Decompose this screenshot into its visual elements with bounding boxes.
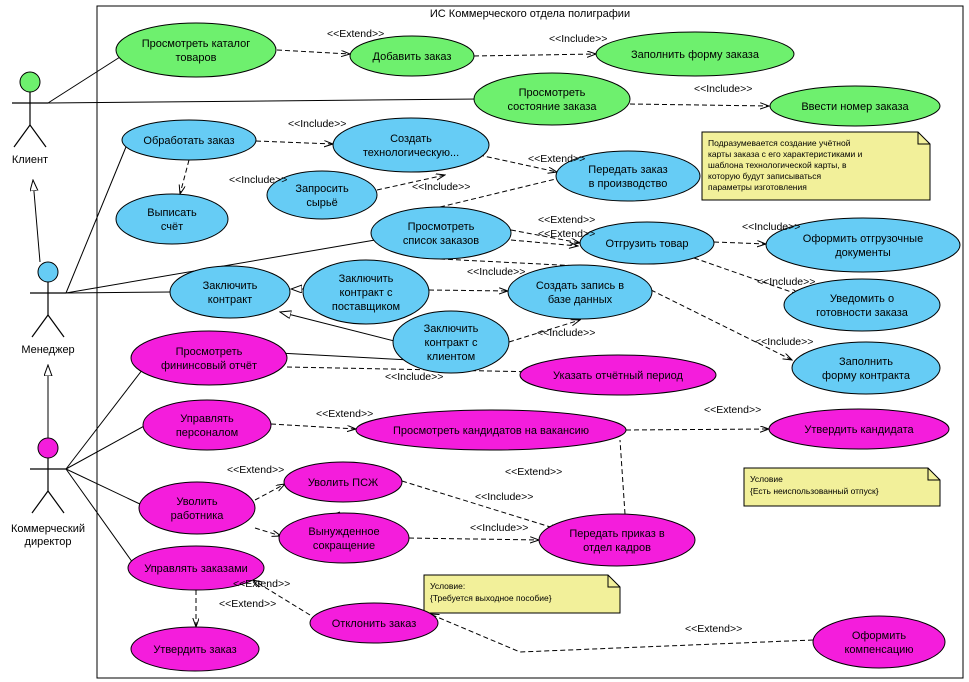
use-case-manage-personnel[interactable] [143, 400, 271, 450]
edge-label-extend: <<Extend>> [704, 404, 762, 416]
edge-label-include: <<Include>> [229, 174, 288, 186]
edge-label-include: <<Include>> [549, 33, 608, 45]
svg-text:список заказов: список заказов [402, 235, 480, 247]
svg-text:технологическую...: технологическую... [362, 147, 460, 159]
svg-text:Создать запись в: Создать запись в [535, 280, 625, 292]
use-case-create-db-record[interactable] [508, 265, 652, 319]
svg-text:контракт: контракт [207, 294, 253, 306]
use-case-contract-with-supplier[interactable] [303, 260, 429, 324]
edge-label-extend: <<Extend>> [327, 28, 385, 40]
edge-label-include: <<Include>> [742, 221, 801, 233]
svg-text:базе данных: базе данных [547, 294, 613, 306]
svg-text:Оформить: Оформить [851, 630, 907, 642]
use-case-send-order-to-hr[interactable] [539, 514, 695, 566]
svg-text:в производство: в производство [588, 178, 668, 190]
use-case-ship-goods[interactable] [580, 222, 714, 264]
svg-text:контракт с: контракт с [339, 287, 393, 299]
actor-manager[interactable] [21, 262, 74, 356]
edge-label-include: <<Include>> [288, 118, 347, 130]
svg-text:документы: документы [835, 247, 891, 259]
generalization-manager-client [33, 180, 40, 262]
use-case-create-tech-card[interactable] [333, 118, 489, 172]
use-case-view-order-list[interactable] [371, 207, 511, 259]
edge-label-include: <<Include>> [412, 181, 471, 193]
edge-label-include: <<Include>> [755, 336, 814, 348]
svg-text:сырьё: сырьё [306, 197, 338, 209]
note-severance-line2: {Требуется выходное пособие} [430, 593, 552, 603]
note-severance-line1: Условие: [430, 581, 466, 591]
svg-text:Передать приказ в: Передать приказ в [569, 528, 665, 540]
svg-text:Добавить заказ: Добавить заказ [372, 51, 452, 63]
svg-text:Указать отчётный период: Указать отчётный период [553, 370, 683, 382]
edge-label-include: <<Include>> [470, 522, 529, 534]
actor-head-icon [38, 262, 58, 282]
edge-label-extend: <<Extend>> [233, 578, 291, 590]
svg-text:фининсовый отчёт: фининсовый отчёт [161, 360, 257, 372]
note-tech-card-line3: шаблона технологической карты, в [708, 160, 847, 170]
actor-client[interactable] [12, 72, 48, 166]
edge-label-include: <<Include>> [757, 276, 816, 288]
note-tech-card-line4: которую будут записываться [708, 171, 822, 181]
svg-text:Создать: Создать [390, 133, 432, 145]
use-case-view-candidates[interactable] [356, 410, 626, 450]
svg-text:Управлять: Управлять [180, 413, 234, 425]
svg-text:Обработать заказ: Обработать заказ [143, 135, 235, 147]
edge-label-include: <<Include>> [475, 491, 534, 503]
edge-label-extend: <<Extend>> [316, 408, 374, 420]
use-case-contract-with-client[interactable] [393, 311, 509, 373]
svg-text:Передать заказ: Передать заказ [588, 164, 668, 176]
svg-text:Заполнить: Заполнить [838, 356, 894, 368]
svg-text:Утвердить кандидата: Утвердить кандидата [804, 424, 914, 436]
system-title: ИС Коммерческого отдела полиграфии [429, 8, 631, 20]
svg-text:работника: работника [170, 510, 224, 522]
use-case-fill-contract-form[interactable] [792, 342, 940, 394]
note-tech-card-line5: параметры изготовления [708, 182, 807, 192]
svg-text:состояние заказа: состояние заказа [507, 101, 597, 113]
svg-text:Просмотреть кандидатов на вака: Просмотреть кандидатов на вакансию [392, 425, 590, 437]
svg-text:Заключить: Заключить [423, 323, 479, 335]
edge-label-extend: <<Extend>> [227, 464, 285, 476]
note-severance-condition [424, 575, 620, 613]
use-case-issue-compensation[interactable] [813, 616, 945, 668]
svg-text:Запросить: Запросить [295, 183, 349, 195]
svg-text:форму контракта: форму контракта [822, 370, 910, 382]
svg-text:товаров: товаров [175, 52, 217, 64]
svg-text:отдел кадров: отдел кадров [583, 542, 651, 554]
edge-label-extend: <<Extend>> [505, 466, 563, 478]
svg-text:готовности заказа: готовности заказа [816, 307, 908, 319]
svg-text:Ввести номер заказа: Ввести номер заказа [801, 101, 909, 113]
svg-text:клиентом: клиентом [426, 351, 476, 363]
actor-head-icon [20, 72, 40, 92]
note-tech-card-line1: Подразумевается создание учётной [708, 138, 851, 148]
svg-text:Утвердить заказ: Утвердить заказ [153, 644, 237, 656]
use-case-enter-order-number[interactable] [770, 86, 940, 126]
svg-text:Оформить отгрузочные: Оформить отгрузочные [802, 233, 924, 245]
svg-text:Просмотреть каталог: Просмотреть каталог [141, 38, 251, 50]
note-vacation-condition [744, 468, 940, 506]
svg-text:Просмотреть: Просмотреть [407, 221, 475, 233]
svg-text:Заключить: Заключить [338, 273, 394, 285]
edge-label-include: <<Include>> [385, 371, 444, 383]
actor-director-label-2: директор [24, 536, 72, 548]
use-case-conclude-contract[interactable] [170, 266, 290, 318]
svg-text:Отгрузить товар: Отгрузить товар [605, 238, 689, 250]
svg-text:Уведомить о: Уведомить о [829, 293, 895, 305]
use-case-specify-report-period[interactable] [520, 355, 716, 395]
note-tech-card-line2: карты заказа с его характеристиками и [708, 149, 863, 159]
note-vacation-line1: Условие [750, 474, 783, 484]
svg-text:Выписать: Выписать [147, 207, 197, 219]
use-case-dismiss-voluntary[interactable] [284, 462, 402, 502]
svg-text:Вынужденное: Вынужденное [308, 526, 380, 538]
svg-text:Заполнить форму заказа: Заполнить форму заказа [631, 49, 759, 61]
edge-label-extend: <<Extend>> [538, 214, 596, 226]
svg-text:Заключить: Заключить [202, 280, 258, 292]
use-case-view-financial-report[interactable] [131, 331, 287, 385]
actor-client-label: Клиент [11, 154, 49, 166]
svg-text:компенсацию: компенсацию [844, 644, 914, 656]
actor-manager-label: Менеджер [21, 344, 75, 356]
svg-text:Уволить ПСЖ: Уволить ПСЖ [307, 477, 379, 489]
svg-text:контракт с: контракт с [424, 337, 478, 349]
svg-text:Отклонить заказ: Отклонить заказ [331, 618, 417, 630]
edge-label-extend: <<Extend>> [685, 623, 743, 635]
note-tech-card [702, 132, 930, 200]
use-case-add-order[interactable] [350, 36, 474, 76]
actor-director[interactable] [11, 438, 85, 548]
note-vacation-line2: {Есть неиспользованный отпуск} [750, 486, 879, 496]
edge-label-extend: <<Extend>> [219, 598, 277, 610]
svg-text:поставщиком: поставщиком [331, 301, 401, 313]
svg-text:Управлять заказами: Управлять заказами [144, 563, 248, 575]
edge-label-extend: <<Extend>> [528, 153, 586, 165]
use-case-approve-candidate[interactable] [769, 409, 949, 449]
use-case-forced-reduction[interactable] [279, 513, 409, 563]
use-case-approve-order[interactable] [131, 627, 259, 671]
svg-text:счёт: счёт [160, 221, 184, 233]
use-case-issue-invoice[interactable] [116, 194, 228, 244]
svg-text:Уволить: Уволить [176, 496, 218, 508]
use-case-view-order-status[interactable] [474, 73, 630, 125]
svg-text:персоналом: персоналом [175, 427, 239, 439]
edge-label-extend: <<Extend>> [538, 228, 596, 240]
edge-label-include: <<Include>> [537, 327, 596, 339]
use-case-browse-catalog[interactable] [116, 23, 276, 77]
use-case-fill-order-form[interactable] [596, 32, 794, 76]
actor-head-icon [38, 438, 58, 458]
use-case-process-order[interactable] [122, 120, 256, 160]
edge-label-include: <<Include>> [467, 266, 526, 278]
actor-director-label: Коммерческий [10, 523, 86, 535]
svg-text:Просмотреть: Просмотреть [175, 346, 243, 358]
svg-text:сокращение: сокращение [312, 540, 376, 552]
edge-label-include: <<Include>> [694, 83, 753, 95]
use-case-reject-order[interactable] [310, 603, 438, 643]
svg-text:Просмотреть: Просмотреть [518, 87, 586, 99]
use-case-dismiss-employee[interactable] [139, 482, 255, 534]
